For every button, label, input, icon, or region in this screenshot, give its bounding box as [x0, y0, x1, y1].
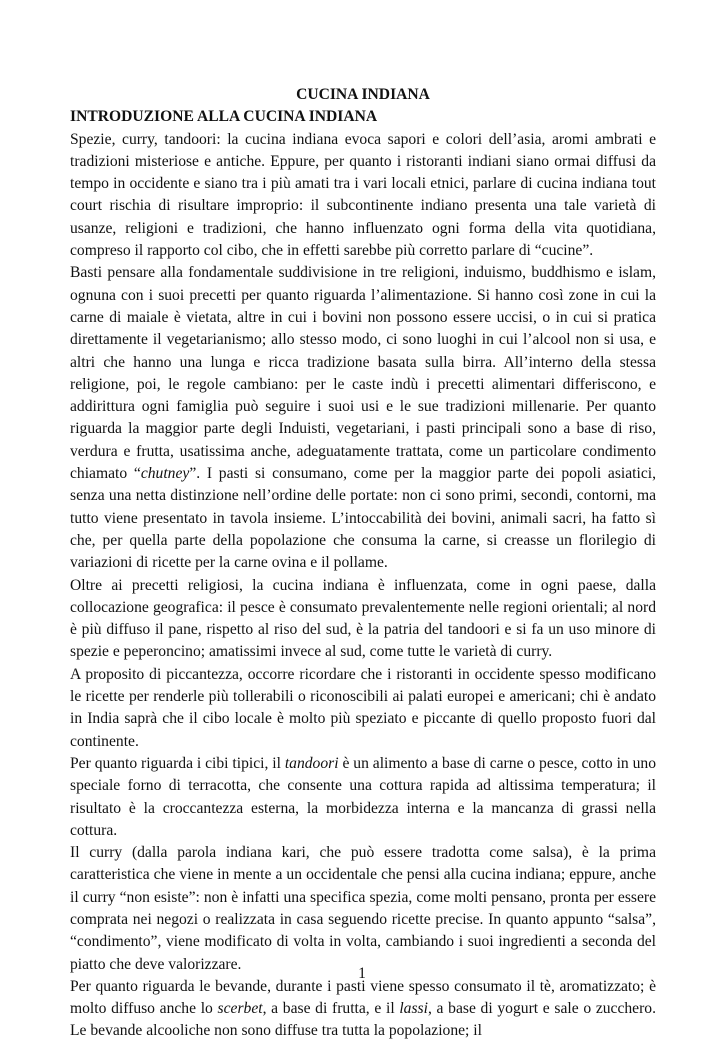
body-paragraph [70, 664, 656, 753]
paragraph-text: , a base di yogurt e sale o zucchero. Le bevande alcooliche non sono diffuse tra tutta la popolazione; il [70, 1000, 656, 1040]
body-paragraph [70, 753, 656, 842]
paragraph-text: Per quanto riguarda le bevande, durante i pasti viene spesso consumato il tè, aromatizzato; è molto diffuso anche lo [70, 977, 656, 1018]
body-paragraph [70, 842, 656, 976]
body-paragraph [70, 575, 656, 664]
italic-term: chutney [140, 465, 190, 483]
document-title: CUCINA INDIANA [296, 86, 430, 103]
body-paragraph [70, 262, 656, 574]
paragraph-text: Oltre ai precetti religiosi, la cucina indiana è influenzata, come in ogni paese, dalla collocazione geografica: il pesce è consumato prevalentemente nelle regioni orientali; al nord è più diffuso il pane, rispetto al riso del sud, è la patria del tandoori e si fa un uso minore di spezie e peperoncino; amatissimi invece al sud, come tutte le varietà di curry. [70, 576, 656, 661]
section-heading: INTRODUZIONE ALLA CUCINA INDIANA [70, 108, 378, 126]
paragraph-text: Il curry (dalla parola indiana kari, che può essere tradotta come salsa), è la prima caratteristica che viene in mente a un occidentale che pensi alla cucina indiana; eppure, anche il curry “non esiste”: non è infatti una specifica spezia, come molti pensano, pronta per essere comprata nei negozi o realizzata in casa seguendo ricette precise. In quanto appunto “salsa”, “condimento”, viene modificato di volta in volta, cambiando i suoi ingredienti a seconda del piatto che deve valorizzare. [70, 844, 656, 973]
paragraph-text: Basti pensare alla fondamentale suddivisione in tre religioni, induismo, buddhismo e islam, ognuna con i suoi precetti per quanto riguarda l’alimentazione. Si hanno così zone in cui la carne di maiale è vietata, altre in cui i bovini non possono essere uccisi, o in cui si pratica direttamente il vegetarianismo; allo stesso modo, ci sono luoghi in cui l’alcool non si usa, e altri che hanno una lunga e ricca tradizione basata sulla birra. All’interno della stessa religione, poi, le regole cambiano: per le caste indù i precetti alimentari differiscono, e addirittura ogni famiglia può seguire i suoi usi e le sue tradizioni millenarie. Per quanto riguarda la maggior parte degli Induisti, vegetariani, i pasti principali sono a base di riso, verdura e frutta, usatissima anche, adeguatamente trattata, come un particolare condimento chiamato “ [70, 264, 656, 483]
paragraph-list [70, 129, 656, 1043]
paragraph-text: è un alimento a base di carne o pesce, cotto in uno speciale forno di terracotta, che consente una cottura rapida ad altissima temperatura; il risultato è la croccantezza esterna, la morbidezza interna e la mancanza di grassi nella cottura. [70, 754, 656, 839]
document-body [70, 84, 656, 1043]
italic-term: lassi [399, 1000, 428, 1018]
page-number: 1 [358, 965, 366, 982]
paragraph-text: Per quanto riguarda i cibi tipici, il [70, 754, 285, 772]
italic-term: tandoori [284, 754, 339, 772]
paragraph-text: A proposito di piccantezza, occorre ricordare che i ristoranti in occidente spesso modificano le ricette per renderle più tollerabili o riconoscibili ai palati europei e americani; chi è andato in India saprà che il cibo locale è molto più speziato e piccante di quello proposto fuori dal continente. [70, 665, 656, 750]
body-paragraph [70, 129, 656, 263]
paragraph-text: Spezie, curry, tandoori: la cucina indiana evoca sapori e colori dell’asia, aromi ambrati e tradizioni misteriose e antiche. Eppure, per quanto i ristoranti indiani siano ormai diffusi da tempo in occidente e siano tra i più amati tra i vari locali etnici, parlare di cucina indiana tout court rischia di risultare improprio: il subcontinente indiano presenta una tale varietà di usanze, religioni e tradizioni, che hanno influenzato ogni forma della vita quotidiana, compreso il rapporto col cibo, che in effetti sarebbe più corretto parlare di “cucine”. [70, 130, 656, 260]
body-paragraph [70, 976, 656, 1043]
paragraph-text: ”. I pasti si consumano, come per la maggior parte dei popoli asiatici, senza una netta distinzione nell’ordine delle portate: non ci sono primi, secondi, contorni, ma tutto viene presentato in tavola insieme. L’intoccabilità dei bovini, animali sacri, ha fatto sì che, per quella parte della popolazione che consuma la carne, si creasse un florilegio di variazioni di ricette per la carne ovina e il pollame. [70, 465, 656, 572]
paragraph-text: , a base di frutta, e il [262, 1000, 400, 1018]
italic-term: scerbet [217, 1000, 263, 1018]
